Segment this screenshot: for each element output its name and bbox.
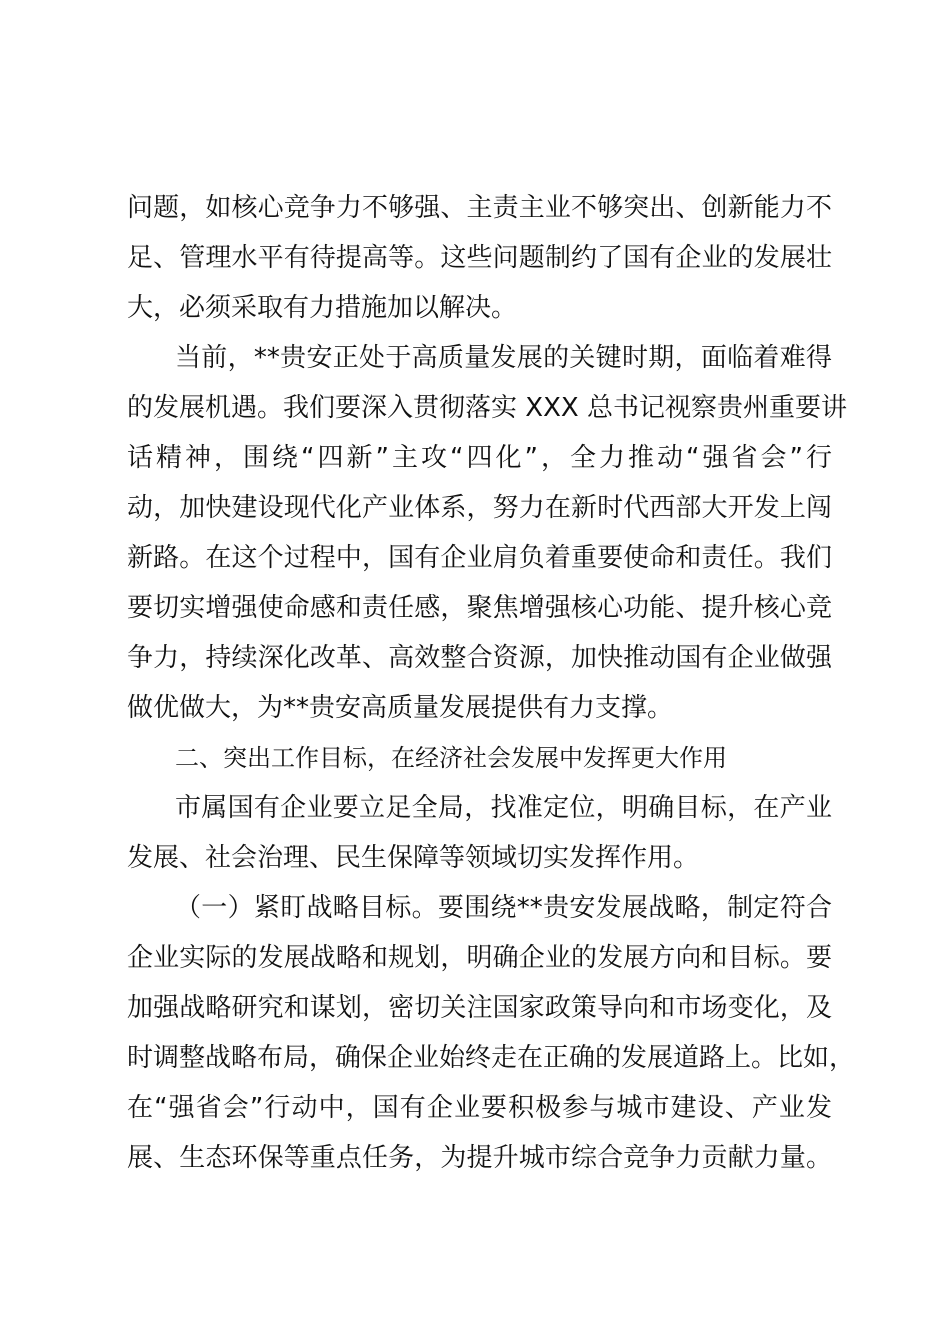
paragraph-line: 大，必须采取有力措施加以解决。 (127, 293, 518, 323)
section-heading: 二、突出工作目标，在经济社会发展中发挥更大作用 (175, 744, 727, 772)
document-body (127, 183, 856, 1183)
paragraph-line: 要切实增强使命感和责任感，聚焦增强核心功能、提升核心竞 (127, 593, 832, 623)
paragraph-line: 的发展机遇。我们要深入贯彻落实 XXX 总书记视察贵州重要讲 (127, 393, 847, 423)
paragraph-line: 新路。在这个过程中，国有企业肩负着重要使命和责任。我们 (127, 543, 832, 573)
paragraph-line: 足、管理水平有待提高等。这些问题制约了国有企业的发展壮 (127, 243, 832, 273)
paragraph-line: 在“强省会”行动中，国有企业要积极参与城市建设、产业发 (127, 1093, 832, 1123)
paragraph-line: 当前，**贵安正处于高质量发展的关键时期，面临着难得 (175, 343, 832, 373)
paragraph-line: 做优做大，为**贵安高质量发展提供有力支撑。 (127, 693, 674, 723)
paragraph-line: 展、生态环保等重点任务，为提升城市综合竞争力贡献力量。 (127, 1143, 832, 1173)
paragraph-line: 加强战略研究和谋划，密切关注国家政策导向和市场变化，及 (127, 993, 832, 1023)
paragraph-line: 话精神，围绕“四新”主攻“四化”，全力推动“强省会”行 (127, 443, 832, 473)
paragraph-line: 发展、社会治理、民生保障等领域切实发挥作用。 (127, 843, 700, 873)
paragraph-line: 市属国有企业要立足全局，找准定位，明确目标，在产业 (175, 793, 832, 823)
paragraph-line: 问题，如核心竞争力不够强、主责主业不够突出、创新能力不 (127, 193, 832, 223)
paragraph-line: 动，加快建设现代化产业体系，努力在新时代西部大开发上闯 (127, 493, 832, 523)
paragraph-line: 争力，持续深化改革、高效整合资源，加快推动国有企业做强 (127, 643, 832, 673)
paragraph-line: 时调整战略布局，确保企业始终走在正确的发展道路上。比如， (127, 1043, 856, 1073)
paragraph-line: （一）紧盯战略目标。要围绕**贵安发展战略，制定符合 (175, 893, 832, 923)
paragraph-line: 企业实际的发展战略和规划，明确企业的发展方向和目标。要 (127, 943, 832, 973)
